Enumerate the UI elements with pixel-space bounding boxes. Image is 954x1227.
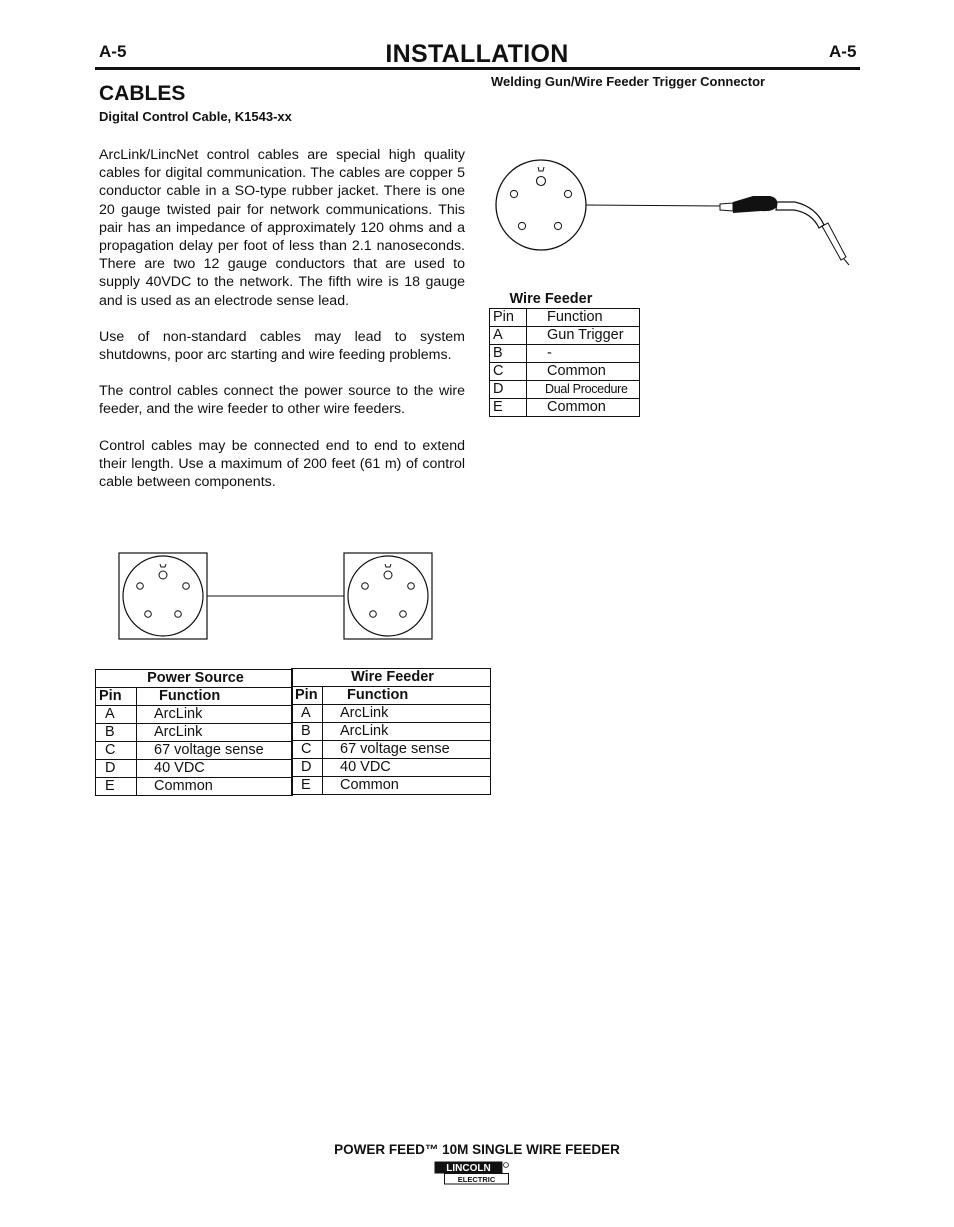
welding-gun-icon [720, 196, 849, 265]
table-row: A ArcLink [292, 705, 491, 723]
wire-feeder-pin-table [291, 668, 491, 795]
table-row: D 40 VDC [96, 760, 293, 778]
paragraph-1: ArcLink/LincNet control cables are special high quality cables for digital communication. The cables are copper 5 conductor cable in a SO-type rubber jacket. There is one 20 gauge twisted pair for network communications. This pair has an impedance of approximately 120 ohms and a propagation delay per foot of less than 2.1 nanoseconds. There are two 12 gauge conductors that are used to supply 40VDC to the network. The fifth wire is 18 gauge and is used as an electrode sense lead. [99, 147, 465, 309]
trigger-connector-heading: Welding Gun/Wire Feeder Trigger Connector [491, 74, 766, 89]
table-row: E Common [96, 778, 293, 796]
table-row: E Common [490, 399, 640, 417]
table-row: A Gun Trigger [490, 327, 640, 345]
logo-bottom-text: ELECTRIC [457, 1174, 496, 1184]
footer-product-name: POWER FEED™ 10M SINGLE WIRE FEEDER [334, 1142, 620, 1157]
table-caption: Wire Feeder [509, 291, 593, 307]
section-subheading: Digital Control Cable, K1543-xx [99, 109, 292, 124]
table-header-function: Function [323, 687, 491, 705]
table-header-pin: Pin [490, 309, 527, 327]
page-title: INSTALLATION [385, 40, 569, 68]
table-header-pin: Pin [292, 687, 323, 705]
table-caption: Power Source [96, 670, 293, 688]
table-row: B ArcLink [96, 724, 293, 742]
table-header-function: Function [527, 309, 640, 327]
control-cable-diagram [118, 551, 436, 641]
table-row: B ArcLink [292, 723, 491, 741]
table-header-pin: Pin [96, 688, 137, 706]
page-number-left: A-5 [99, 42, 127, 61]
table-header-function: Function [137, 688, 293, 706]
page-number-right: A-5 [829, 42, 857, 61]
table-row: D Dual Procedure [490, 381, 640, 399]
table-row: B - [490, 345, 640, 363]
section-heading: CABLES [99, 82, 186, 105]
paragraph-3: The control cables connect the power source to the wire feeder, and the wire feeder to other wire feeders. [99, 383, 465, 418]
paragraph-2: Use of non-standard cables may lead to system shutdowns, poor arc starting and wire feeding problems. [99, 328, 465, 364]
table-row: E Common [292, 777, 491, 795]
logo-top-text: LINCOLN [446, 1163, 491, 1174]
paragraph-4: Control cables may be connected end to end to extend their length. Use a maximum of 200 feet (61 m) of control cable between components. [99, 437, 465, 491]
connector-icon [344, 553, 432, 639]
trigger-pin-table [489, 291, 640, 417]
body-text [99, 146, 465, 509]
table-row: C Common [490, 363, 640, 381]
table-row: C 67 voltage sense [292, 741, 491, 759]
power-source-pin-table [95, 669, 293, 796]
connector-icon [496, 160, 586, 250]
table-caption: Wire Feeder [292, 669, 491, 687]
header-rule [95, 67, 860, 70]
lincoln-electric-logo [434, 1161, 510, 1185]
table-row: C 67 voltage sense [96, 742, 293, 760]
table-row: A ArcLink [96, 706, 293, 724]
connector-icon [119, 553, 207, 639]
table-row: D 40 VDC [292, 759, 491, 777]
trigger-connector-diagram [488, 155, 858, 270]
